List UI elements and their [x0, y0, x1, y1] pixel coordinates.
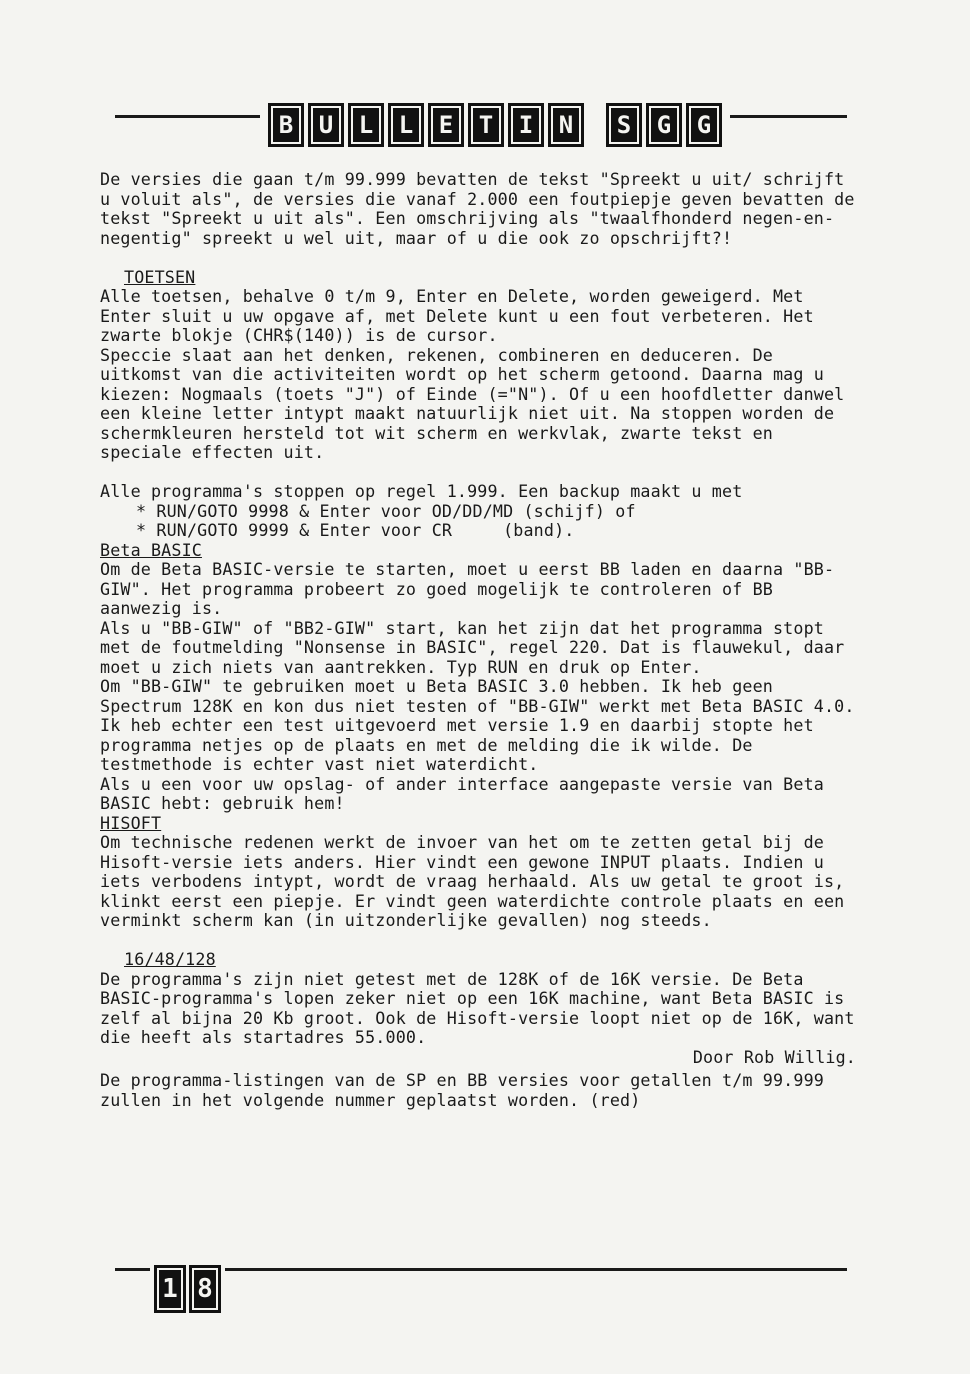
- section-heading-machines: 16/48/128: [124, 949, 216, 969]
- machines-paragraph: De programma's zijn niet getest met de 128K of de 16K versie. De Beta BASIC-programma's lopen zeker niet op een 16K machine, want Beta BASIC is zelf al bijna 20 Kb groot. Ook de Hisoft-versie loopt niet op de 16K, want die heeft als startadres 55.000.: [100, 968, 865, 1047]
- beta-paragraph-2: Als u "BB-GIW" of "BB2-GIW" start, kan het zijn dat het programma stopt met de foutmelding "Nonsense in BASIC", regel 220. Dat is flauwekul, daar moet u zich niets van aantrekken. Typ RUN en druk op Enter.: [100, 617, 855, 677]
- beta-paragraph-3: Om "BB-GIW" te gebruiken moet u Beta BASIC 3.0 hebben. Ik heb geen Spectrum 128K en kon dus niet testen of "BB-GIW" werkt met Beta BASIC 4.0. Ik heb echter een test uitgevoerd met versie 1.9 en daarbij stopte het programma netjes op de plaats en met de melding die ik wilde. De testmethode is echter vast niet waterdicht.: [100, 676, 865, 774]
- header-letter: E: [428, 103, 464, 147]
- author-signature: Door Rob Willig.: [692, 1046, 856, 1067]
- header-letter: B: [268, 103, 304, 147]
- bulletin-header: [260, 103, 730, 147]
- toetsen-paragraph-1: Alle toetsen, behalve 0 t/m 9, Enter en Delete, worden geweigerd. Met Enter sluit u uw opgave af, met Delete kunt u een fout verbeteren. Het zwarte blokje (CHR$(140)) is de cursor.: [100, 286, 824, 345]
- section-heading-beta-basic: Beta BASIC: [100, 539, 202, 560]
- page-number-digit: 1: [154, 1265, 186, 1313]
- section-heading-hisoft: HISOFT: [100, 812, 162, 833]
- header-letter: T: [468, 103, 504, 147]
- stoppen-line: Alle programma's stoppen op regel 1.999. Een backup maakt u met: [100, 481, 743, 501]
- hisoft-paragraph: Om technische redenen werkt de invoer van het om te zetten getal bij de Hisoft-versie iets anders. Hier vindt een gewone INPUT plaats. Indien u iets verbodens intypt, wordt de vraag herhaald. Als uw getal te groot is, klinkt eerst een piepje. Er vindt geen waterdichte controle plaats en een verminkt scherm kan (in uitzonderlijke gevallen) nog steeds.: [100, 832, 855, 930]
- beta-paragraph-4: Als u een voor uw opslag- of ander interface aangepaste versie van Beta BASIC hebt: gebruik hem!: [100, 773, 835, 813]
- header-letter: N: [548, 103, 584, 147]
- header-letter: G: [686, 103, 722, 147]
- header-letter: U: [308, 103, 344, 147]
- article-body: [100, 169, 865, 1110]
- page-number-digit: 8: [189, 1265, 221, 1313]
- header-letter: G: [646, 103, 682, 147]
- header-letter: L: [388, 103, 424, 147]
- header-letter: S: [606, 103, 642, 147]
- editor-note: De programma-listingen van de SP en BB versies voor getallen t/m 99.999 zullen in het volgende nummer geplaatst worden. (red): [100, 1070, 835, 1110]
- intro-paragraph: De versies die gaan t/m 99.999 bevatten de tekst "Spreekt u uit/ schrijft u voluit als", de versies die vanaf 2.000 een foutpiepje geven bevatten de tekst "Spreekt u uit als". Een omschrijving als "twaalfhonderd negen-en-negentig" spreekt u wel uit, maar of u die ook zo opschrijft?!: [100, 169, 865, 248]
- section-heading-toetsen: TOETSEN: [124, 266, 196, 287]
- toetsen-paragraph-2: Speccie slaat aan het denken, rekenen, combineren en deduceren. De uitkomst van die activiteiten wordt op het scherm getoond. Daarna mag u kiezen: Nogmaals (toets "J") of Einde (="N"). Of u een hoofdletter danwel een kleine letter intypt maakt natuurlijk niet uit. Na stoppen worden de schermkleuren hersteld tot wit scherm en werkvlak, zwarte tekst en speciale effecten uit.: [100, 344, 855, 462]
- header-letter: I: [508, 103, 544, 147]
- backup-item: * RUN/GOTO 9999 & Enter voor CR (band).: [136, 520, 575, 540]
- header-letter: L: [348, 103, 384, 147]
- backup-item: * RUN/GOTO 9998 & Enter voor OD/DD/MD (schijf) of: [136, 500, 636, 521]
- beta-paragraph-1: Om de Beta BASIC-versie te starten, moet u eerst BB laden en daarna "BB-GIW". Het programma probeert zo goed mogelijk te controleren of BB aanwezig is.: [100, 559, 835, 618]
- page-number: [150, 1265, 225, 1313]
